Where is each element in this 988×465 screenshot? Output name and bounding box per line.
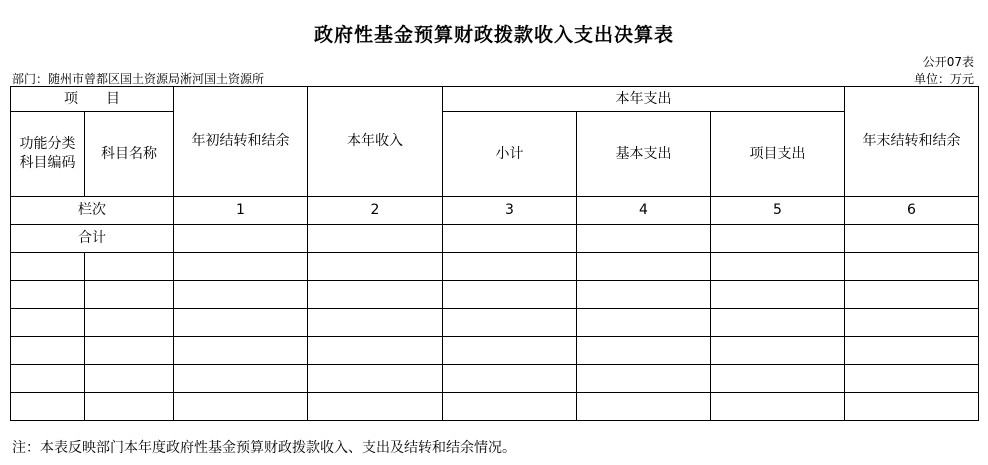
table-cell <box>711 393 845 421</box>
table-cell <box>174 365 308 393</box>
column-number: 3 <box>443 197 577 225</box>
table-cell <box>174 281 308 309</box>
table-cell <box>845 393 979 421</box>
total-cell <box>308 225 443 253</box>
basic-expense-header: 基本支出 <box>577 112 711 197</box>
table-row <box>11 253 979 281</box>
table-cell <box>85 365 174 393</box>
func-code-line2: 科目编码 <box>19 155 76 171</box>
table-cell <box>174 393 308 421</box>
table-cell <box>711 253 845 281</box>
table-cell <box>85 337 174 365</box>
column-index-label: 栏次 <box>11 197 174 225</box>
table-cell <box>443 309 577 337</box>
total-cell <box>443 225 577 253</box>
table-cell <box>711 281 845 309</box>
table-cell <box>11 365 85 393</box>
table-cell <box>308 253 443 281</box>
table-row <box>11 281 979 309</box>
footer-note: 注：本表反映部门本年度政府性基金预算财政拨款收入、支出及结转和结余情况。 <box>12 440 516 456</box>
table-row <box>11 309 979 337</box>
func-code-header <box>11 112 85 197</box>
table-cell <box>308 337 443 365</box>
table-cell <box>577 253 711 281</box>
column-number: 4 <box>577 197 711 225</box>
table-cell <box>11 253 85 281</box>
current-expense-header: 本年支出 <box>443 87 845 112</box>
table-cell <box>174 337 308 365</box>
table-cell <box>443 365 577 393</box>
table-cell <box>845 253 979 281</box>
table-cell <box>85 309 174 337</box>
table-cell <box>845 309 979 337</box>
subtotal-header: 小计 <box>443 112 577 197</box>
table-cell <box>85 281 174 309</box>
current-income-header: 本年收入 <box>308 87 443 197</box>
column-number: 5 <box>711 197 845 225</box>
table-row <box>11 393 979 421</box>
table-cell <box>577 337 711 365</box>
table-cell <box>845 281 979 309</box>
column-number: 2 <box>308 197 443 225</box>
table-cell <box>577 393 711 421</box>
table-cell <box>308 309 443 337</box>
item-header: 项 目 <box>11 87 174 112</box>
table-cell <box>443 281 577 309</box>
table-cell <box>174 309 308 337</box>
table-cell <box>443 337 577 365</box>
project-expense-header: 项目支出 <box>711 112 845 197</box>
table-cell <box>308 365 443 393</box>
table-row <box>11 337 979 365</box>
budget-table <box>10 86 979 421</box>
column-number: 1 <box>174 197 308 225</box>
report-title: 政府性基金预算财政拨款收入支出决算表 <box>313 24 674 46</box>
table-cell <box>11 393 85 421</box>
table-cell <box>11 337 85 365</box>
total-cell <box>577 225 711 253</box>
func-code-line1: 功能分类 <box>19 136 76 153</box>
total-label: 合计 <box>11 225 174 253</box>
table-cell <box>11 309 85 337</box>
table-cell <box>174 253 308 281</box>
column-number: 6 <box>845 197 979 225</box>
form-code: 公开07表 <box>922 55 974 69</box>
table-cell <box>577 309 711 337</box>
begin-balance-header: 年初结转和结余 <box>174 87 308 197</box>
table-cell <box>85 393 174 421</box>
end-balance-header: 年末结转和结余 <box>845 87 979 197</box>
table-cell <box>443 393 577 421</box>
total-cell <box>711 225 845 253</box>
table-cell <box>577 281 711 309</box>
unit-label: 单位：万元 <box>913 72 974 86</box>
table-cell <box>11 281 85 309</box>
table-cell <box>711 309 845 337</box>
table-cell <box>845 337 979 365</box>
table-row <box>11 365 979 393</box>
table-cell <box>711 337 845 365</box>
subject-name-header: 科目名称 <box>85 112 174 197</box>
table-cell <box>711 365 845 393</box>
table-cell <box>85 253 174 281</box>
table-cell <box>308 393 443 421</box>
department-label: 部门：随州市曾都区国土资源局淅河国土资源所 <box>12 72 265 86</box>
table-cell <box>845 365 979 393</box>
table-cell <box>308 281 443 309</box>
table-cell <box>577 365 711 393</box>
table-cell <box>443 253 577 281</box>
total-cell <box>174 225 308 253</box>
total-cell <box>845 225 979 253</box>
